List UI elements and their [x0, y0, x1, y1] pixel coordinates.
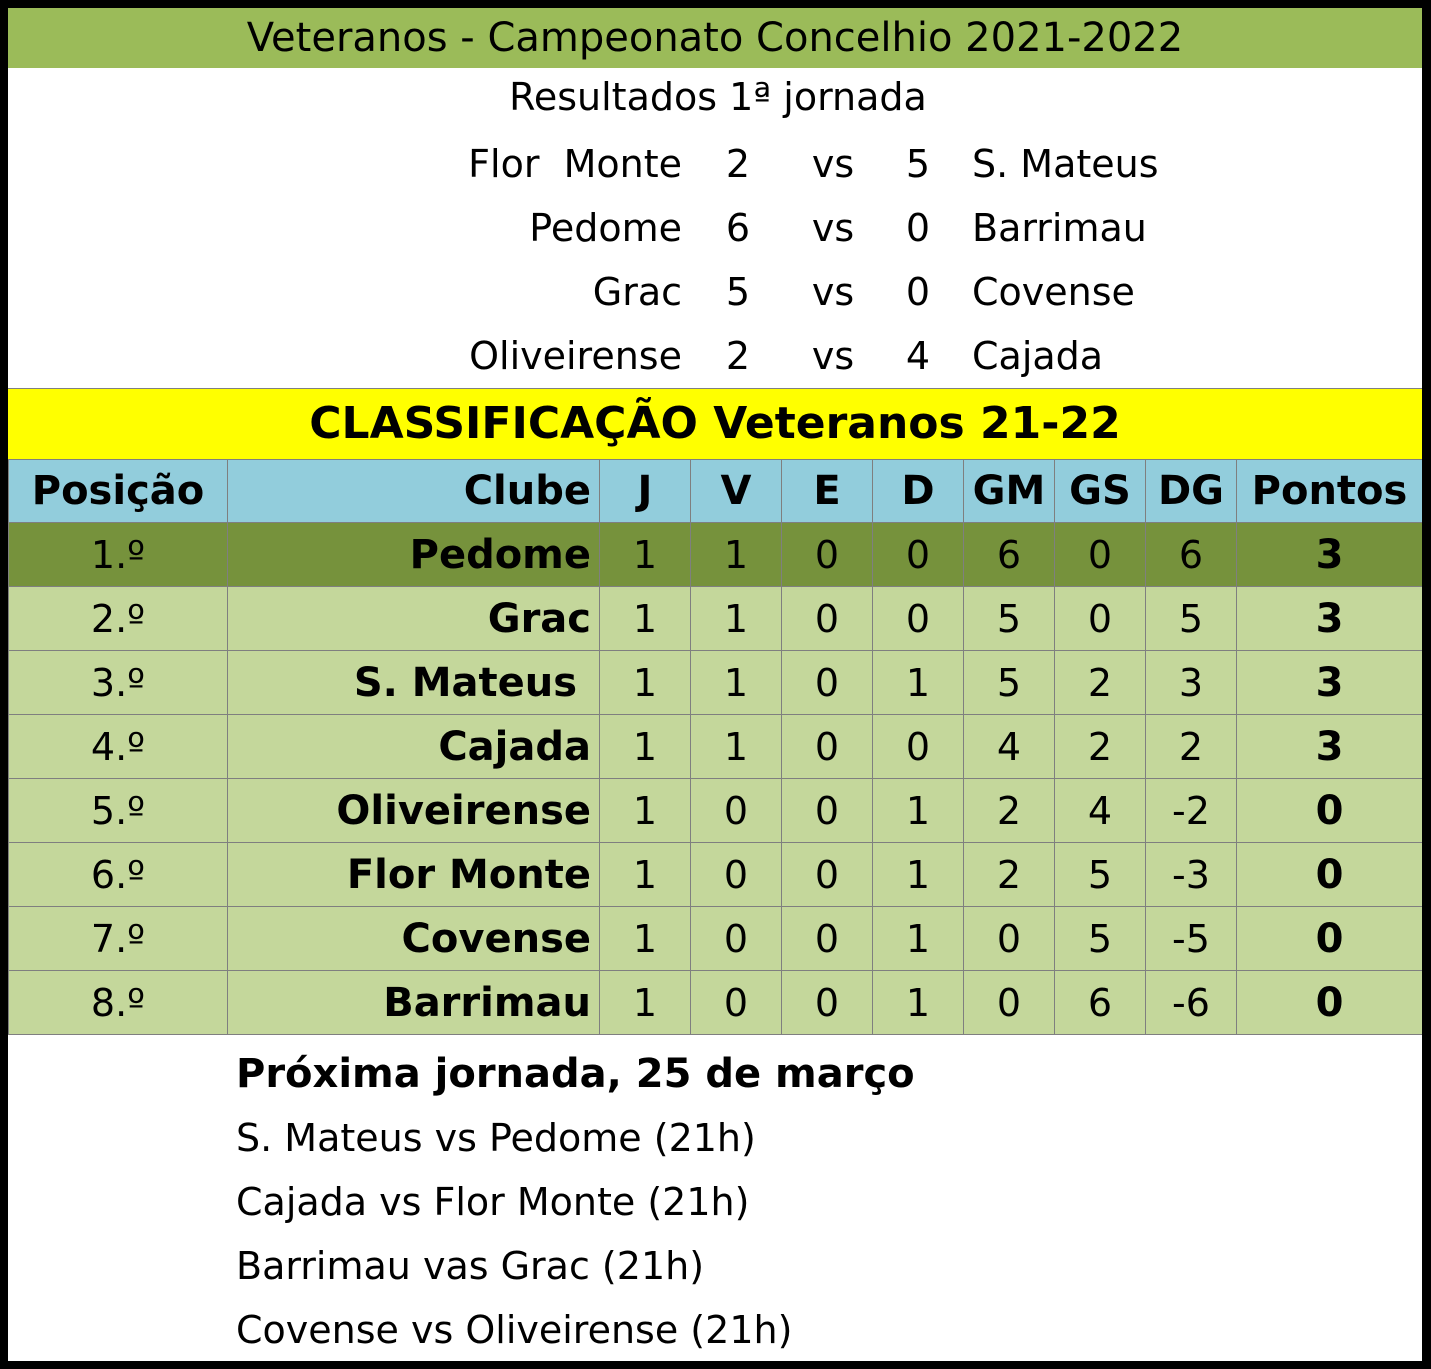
- losses-cell: 1: [873, 907, 964, 971]
- points-cell: 0: [1237, 843, 1423, 907]
- goal-difference-cell: -3: [1146, 843, 1237, 907]
- away-score: 4: [905, 334, 931, 378]
- position-cell: 6.º: [9, 843, 228, 907]
- table-row: [9, 907, 1423, 971]
- played-cell: 1: [600, 971, 691, 1035]
- position-cell: 4.º: [9, 715, 228, 779]
- vs-label: vs: [811, 334, 855, 378]
- header-club: Clube: [228, 460, 600, 523]
- vs-label: vs: [811, 270, 855, 314]
- losses-cell: 0: [873, 587, 964, 651]
- played-cell: 1: [600, 907, 691, 971]
- club-cell: Grac: [228, 587, 600, 651]
- next-round-title: Próxima jornada, 25 de março: [236, 1051, 915, 1097]
- goals-against-cell: 2: [1055, 651, 1146, 715]
- club-cell: Covense: [228, 907, 600, 971]
- table-row: [9, 971, 1423, 1035]
- header-goals-for: GM: [964, 460, 1055, 523]
- goal-difference-cell: -2: [1146, 779, 1237, 843]
- goals-for-cell: 0: [964, 971, 1055, 1035]
- played-cell: 1: [600, 779, 691, 843]
- table-row: [9, 587, 1423, 651]
- home-score: 2: [725, 334, 751, 378]
- goals-against-cell: 0: [1055, 587, 1146, 651]
- played-cell: 1: [600, 587, 691, 651]
- goal-difference-cell: 2: [1146, 715, 1237, 779]
- home-team: Oliveirense: [469, 334, 682, 378]
- goals-against-cell: 6: [1055, 971, 1146, 1035]
- goals-against-cell: 5: [1055, 907, 1146, 971]
- home-score: 5: [725, 270, 751, 314]
- header-losses: D: [873, 460, 964, 523]
- table-header-row: [9, 460, 1423, 523]
- losses-cell: 1: [873, 843, 964, 907]
- goals-for-cell: 4: [964, 715, 1055, 779]
- draws-cell: 0: [782, 715, 873, 779]
- goals-for-cell: 2: [964, 779, 1055, 843]
- wins-cell: 1: [691, 523, 782, 587]
- table-row: [9, 779, 1423, 843]
- position-cell: 7.º: [9, 907, 228, 971]
- wins-cell: 0: [691, 971, 782, 1035]
- championship-title: Veteranos - Campeonato Concelhio 2021-2022: [8, 8, 1422, 68]
- header-points: Pontos: [1237, 460, 1423, 523]
- results-title: Resultados 1ª jornada: [509, 75, 927, 119]
- goal-difference-cell: -5: [1146, 907, 1237, 971]
- standings-sheet: [8, 8, 1422, 1361]
- goal-difference-cell: 3: [1146, 651, 1237, 715]
- draws-cell: 0: [782, 779, 873, 843]
- goals-for-cell: 0: [964, 907, 1055, 971]
- draws-cell: 0: [782, 971, 873, 1035]
- goal-difference-cell: 6: [1146, 523, 1237, 587]
- losses-cell: 1: [873, 971, 964, 1035]
- table-row: [9, 523, 1423, 587]
- fixture-item: S. Mateus vs Pedome (21h): [236, 1116, 756, 1160]
- classification-title: CLASSIFICAÇÃO Veteranos 21-22: [8, 388, 1422, 459]
- header-played: J: [600, 460, 691, 523]
- vs-label: vs: [811, 206, 855, 250]
- home-score: 2: [725, 142, 751, 186]
- away-team: Cajada: [972, 334, 1104, 378]
- goals-for-cell: 5: [964, 587, 1055, 651]
- fixture-item: Barrimau vas Grac (21h): [236, 1244, 705, 1288]
- away-team: Barrimau: [972, 206, 1147, 250]
- match-result: [8, 132, 1422, 196]
- club-cell: S. Mateus: [228, 651, 600, 715]
- draws-cell: 0: [782, 523, 873, 587]
- wins-cell: 1: [691, 587, 782, 651]
- header-wins: V: [691, 460, 782, 523]
- points-cell: 0: [1237, 971, 1423, 1035]
- wins-cell: 1: [691, 651, 782, 715]
- table-row: [9, 843, 1423, 907]
- position-cell: 1.º: [9, 523, 228, 587]
- position-cell: 5.º: [9, 779, 228, 843]
- goal-difference-cell: 5: [1146, 587, 1237, 651]
- match-result: [8, 196, 1422, 260]
- away-team: Covense: [972, 270, 1135, 314]
- club-cell: Barrimau: [228, 971, 600, 1035]
- club-cell: Pedome: [228, 523, 600, 587]
- position-cell: 2.º: [9, 587, 228, 651]
- points-cell: 3: [1237, 651, 1423, 715]
- header-goal-difference: DG: [1146, 460, 1237, 523]
- away-team: S. Mateus: [972, 142, 1159, 186]
- losses-cell: 1: [873, 779, 964, 843]
- header-position: Posição: [9, 460, 228, 523]
- draws-cell: 0: [782, 587, 873, 651]
- points-cell: 3: [1237, 587, 1423, 651]
- goals-for-cell: 6: [964, 523, 1055, 587]
- home-team: Grac: [592, 270, 682, 314]
- header-goals-against: GS: [1055, 460, 1146, 523]
- away-score: 0: [905, 206, 931, 250]
- losses-cell: 1: [873, 651, 964, 715]
- draws-cell: 0: [782, 651, 873, 715]
- points-cell: 3: [1237, 523, 1423, 587]
- played-cell: 1: [600, 715, 691, 779]
- goal-difference-cell: -6: [1146, 971, 1237, 1035]
- draws-cell: 0: [782, 907, 873, 971]
- goals-for-cell: 2: [964, 843, 1055, 907]
- club-cell: Flor Monte: [228, 843, 600, 907]
- played-cell: 1: [600, 843, 691, 907]
- losses-cell: 0: [873, 715, 964, 779]
- draws-cell: 0: [782, 843, 873, 907]
- goals-against-cell: 2: [1055, 715, 1146, 779]
- goals-against-cell: 4: [1055, 779, 1146, 843]
- home-score: 6: [725, 206, 751, 250]
- away-score: 5: [905, 142, 931, 186]
- table-row: [9, 715, 1423, 779]
- position-cell: 3.º: [9, 651, 228, 715]
- home-team: Flor Monte: [468, 142, 682, 186]
- home-team: Pedome: [529, 206, 682, 250]
- fixture-item: Covense vs Oliveirense (21h): [236, 1308, 793, 1352]
- goals-for-cell: 5: [964, 651, 1055, 715]
- club-cell: Cajada: [228, 715, 600, 779]
- wins-cell: 1: [691, 715, 782, 779]
- table-row: [9, 651, 1423, 715]
- goals-against-cell: 5: [1055, 843, 1146, 907]
- points-cell: 0: [1237, 779, 1423, 843]
- vs-label: vs: [811, 142, 855, 186]
- wins-cell: 0: [691, 779, 782, 843]
- standings-table: [8, 459, 1422, 1035]
- wins-cell: 0: [691, 843, 782, 907]
- wins-cell: 0: [691, 907, 782, 971]
- played-cell: 1: [600, 523, 691, 587]
- points-cell: 0: [1237, 907, 1423, 971]
- club-cell: Oliveirense: [228, 779, 600, 843]
- played-cell: 1: [600, 651, 691, 715]
- goals-against-cell: 0: [1055, 523, 1146, 587]
- points-cell: 3: [1237, 715, 1423, 779]
- losses-cell: 0: [873, 523, 964, 587]
- position-cell: 8.º: [9, 971, 228, 1035]
- fixture-item: Cajada vs Flor Monte (21h): [236, 1180, 750, 1224]
- header-draws: E: [782, 460, 873, 523]
- match-result: [8, 324, 1422, 388]
- away-score: 0: [905, 270, 931, 314]
- match-result: [8, 260, 1422, 324]
